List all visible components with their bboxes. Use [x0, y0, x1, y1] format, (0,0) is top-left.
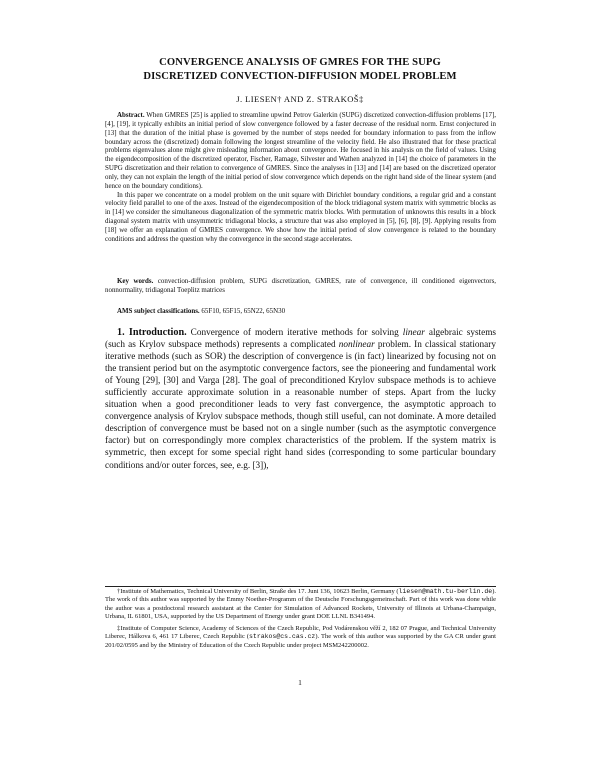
- keywords-text: convection-diffusion problem, SUPG discretization, GMRES, rate of convergence, ill conditioned eigenvectors, nonnormality, tridiagonal Toeplitz matrices: [105, 277, 497, 294]
- footnotes: [105, 588, 496, 654]
- introduction-paragraph: [105, 327, 496, 472]
- abstract-label: Abstract.: [117, 111, 145, 119]
- title-line-1: CONVERGENCE ANALYSIS OF GMRES FOR THE SUPG: [159, 57, 441, 68]
- footnote-2-email: strakos@cs.cas.cz: [249, 633, 316, 641]
- abstract-paragraph-2: In this paper we concentrate on a model problem on the unit square with Dirichlet boundary conditions, a regular grid and a constant velocity field parallel to one of the axes. Instead of the eigendecomposition of the block tridiagonal system matrix with symmetric blocks as in [14] we consider the simultaneous diagonalization of the symmetric matrix blocks. With permutation of unknowns this results in a block diagonal system matrix with unsymmetric tridiagonal blocks, a structure that was also employed in [5], [6], [8], [9]. Applying results from [18] we offer an explanation of GMRES convergence. We show how the initial period of slow convergence is related to the boundary conditions and address the question why the convergence in the second stage accelerates.: [105, 190, 496, 243]
- keywords-label: Key words.: [117, 277, 154, 285]
- intro-emphasis-nonlinear: nonlinear: [338, 340, 375, 351]
- abstract-text-1: When GMRES [25] is applied to streamline upwind Petrov Galerkin (SUPG) discretized convection-diffusion problems [17], [4], [19], it typically exhibits an initial period of slow convergence followed by a faster decrease of the residual norm. Ernst conjectured in [13] that the duration of the initial phase is governed by the number of steps needed for boundary information to pass from the inflow boundary across the (discretized) domain following the longest streamline of the velocity field. He also illustrated that for these practical problems eigenvalues alone might give misleading information about convergence. He focused in his analysis on the field of values. Using the eigendecomposition of the discretized operator, Fischer, Ramage, Silvester and Wathen analyzed in [14] the choice of parameters in the SUPG discretization and their relation to convergence of GMRES. Since the analyses in [13] and [14] are based on the discretized operator only, they can not explain the length of the initial period of slow convergence which depends on the right hand side of the linear system (and hence on the boundary conditions).: [105, 111, 497, 190]
- abstract: [105, 111, 496, 244]
- intro-text-1: Convergence of modern iterative methods for solving: [190, 328, 403, 338]
- footnote-rule: [105, 586, 496, 587]
- footnote-2-text-a: ‡Institute of Computer Science, Academy of Sciences of the Czech Republic, Pod Vodárenskou věží 2, 182 07 Prague, and Technical University Liberec, Hálkova 6, 461 17 Liberec, Czech Republic (: [105, 625, 496, 641]
- intro-emphasis-linear: linear: [402, 328, 425, 338]
- footnote-1: [105, 588, 496, 621]
- intro-text-2: algebraic systems (such as Krylov subspace methods) represents a complicated: [105, 328, 497, 351]
- page-number: 1: [298, 678, 302, 687]
- ams-text: 65F10, 65F15, 65N22, 65N30: [201, 307, 286, 315]
- title-line-2: DISCRETIZED CONVECTION-DIFFUSION MODEL PROBLEM: [143, 70, 457, 82]
- section-heading: 1. Introduction.: [117, 327, 187, 338]
- footnote-1-email: liesen@math.tu-berlin.de: [398, 588, 493, 595]
- intro-text-3: problem. In classical stationary iterative methods (such as SOR) the description of convergence is (in fact) linearized by focusing not on the transient period but on the asymptotic convergence factors, see the pioneering and fundamental work of Young [29], [30] and Varga [28]. The goal of preconditioned Krylov subspace methods is to achieve sufficiently accurate approximate solution in a reasonable number of steps. Apart from the lucky situation when a good preconditioner leads to very fast convergence, the asymptotic approach to convergence analysis of Krylov subspace methods, though still useful, can not dominate. A more detailed description of convergence must be based not on a single number (such as the asymptotic convergence factor) but on correspondingly more complex characteristics of the problem. If the system matrix is symmetric, then except for some special right hand sides (corresponding to some particular boundary conditions and/or outer forces, see, e.g. [3]),: [105, 340, 496, 471]
- authors: J. LIESEN† AND Z. STRAKOŠ‡: [236, 94, 364, 104]
- footnote-2-text-b: ). The work of this author was supported by the GA CR under grant 201/02/0595 and by the Ministry of Education of the Czech Republic under project MSM242200002.: [105, 633, 496, 649]
- ams-classification: [105, 307, 496, 316]
- footnote-1-text-b: ). The work of this author was supported by the Emmy Noether-Programm of the Deutsche Forschungsgemeinschaft. Part of this work was done while the author was a postdoctoral research assistant at the Center for Simulation of Advanced Rockets, University of Illinois at Urbana-Champaign, Urbana, IL 61801, USA, supported by the US Department of Energy under grant DOE LLNL B341494.: [105, 588, 496, 620]
- abstract-paragraph-1: [105, 111, 496, 191]
- paper-title: [60, 56, 540, 83]
- introduction-section: [105, 327, 496, 472]
- ams-label: AMS subject classifications.: [117, 307, 200, 315]
- keywords: [105, 277, 496, 295]
- footnote-2: [105, 625, 496, 650]
- footnote-1-text-a: †Institute of Mathematics, Technical University of Berlin, Straße des 17. Juni 136, 10623 Berlin, Germany (: [117, 588, 399, 595]
